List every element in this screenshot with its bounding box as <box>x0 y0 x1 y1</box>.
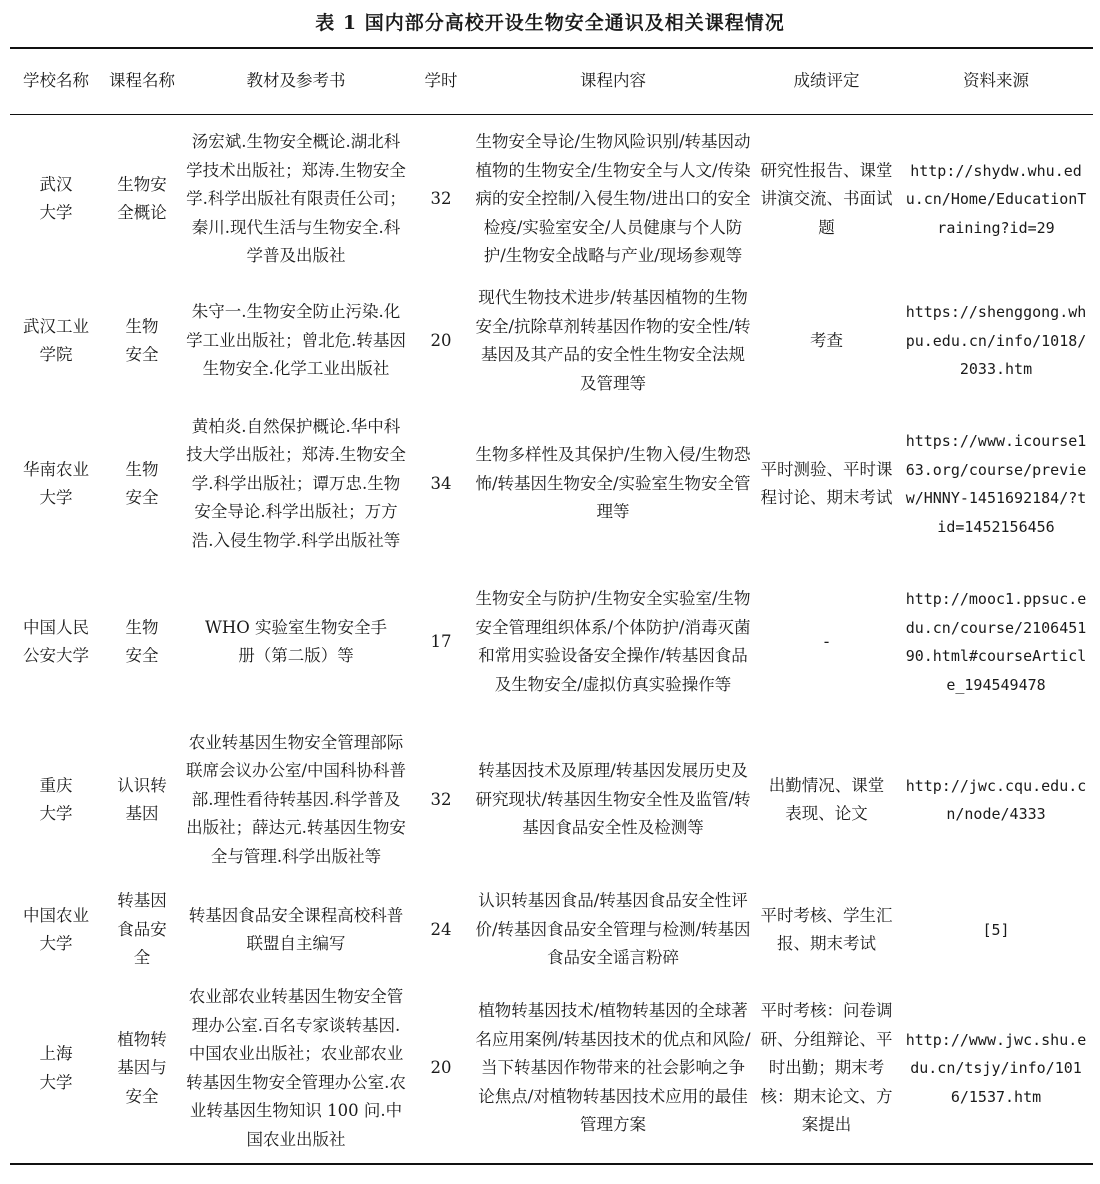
cell-grading: - <box>823 631 830 651</box>
course-table <box>10 47 1093 1165</box>
cell-school: 华南农业大学 <box>23 459 89 507</box>
table-row <box>10 114 1093 284</box>
cell-school: 武汉工业学院 <box>23 316 89 364</box>
cell-school: 上海大学 <box>39 1044 73 1092</box>
cell-books: 农业转基因生物安全管理部际联席会议办公室/中国科协科普部.理性看待转基因.科学普及出版社；薛达元.转基因生物安全与管理.科学出版社等 <box>185 732 407 866</box>
cell-source: http://www.jwc.shu.edu.cn/tsjy/info/1016/1537.htm <box>905 1030 1087 1106</box>
cell-hours: 32 <box>430 189 452 208</box>
header-hours: 学时 <box>424 71 458 91</box>
cell-books: 汤宏斌.生物安全概论.湖北科学技术出版社；郑涛.生物安全学.科学出版社有限责任公司；秦川.现代生活与生物安全.科学普及出版社 <box>186 132 406 265</box>
cell-source: http://jwc.cqu.edu.cn/node/4333 <box>905 776 1087 823</box>
cell-course: 转基因食品安全 <box>117 891 167 968</box>
cell-books: 黄柏炎.自然保护概论.华中科技大学出版社；郑涛.生物安全学.科学出版社；谭万忠.生物安全导论.科学出版社；万方浩.入侵生物学.科学出版社等 <box>186 416 406 550</box>
cell-school: 中国农业大学 <box>23 905 89 953</box>
table-row <box>10 886 1093 974</box>
cell-grading: 出勤情况、课堂表现、论文 <box>768 775 885 823</box>
header-course: 课程名称 <box>109 71 175 91</box>
header-grading: 成绩评定 <box>793 71 860 91</box>
table-row <box>10 714 1093 886</box>
cell-school: 中国人民公安大学 <box>23 617 89 665</box>
cell-content: 转基因技术及原理/转基因发展历史及研究现状/转基因生物安全性及监管/转基因食品安全性及检测等 <box>475 761 751 838</box>
table-row <box>10 974 1093 1164</box>
cell-source: http://mooc1.ppsuc.edu.cn/course/210645190.html#courseArticle_194549478 <box>905 590 1087 694</box>
cell-course: 生物安全 <box>125 617 159 665</box>
cell-course: 生物安全概论 <box>117 174 167 223</box>
cell-hours: 34 <box>430 473 452 493</box>
cell-source: [5] <box>982 920 1010 939</box>
cell-content: 生物多样性及其保护/生物入侵/生物恐怖/转基因生物安全/实验室生物安全管理等 <box>475 445 751 522</box>
cell-school: 重庆大学 <box>39 775 73 823</box>
cell-content: 认识转基因食品/转基因食品安全性评价/转基因食品安全管理与检测/转基因食品安全谣言粉碎 <box>475 891 751 968</box>
cell-content: 生物安全导论/生物风险识别/转基因动植物的生物安全/生物安全与人文/传染病的安全控制/入侵生物/进出口的安全检疫/实验室安全/人员健康与个人防护/生物安全战略与产业/现场参观等 <box>475 132 751 265</box>
cell-books: WHO 实验室生物安全手册（第二版）等 <box>204 617 388 665</box>
cell-course: 认识转基因 <box>117 775 167 823</box>
cell-hours: 20 <box>430 1058 452 1078</box>
table-caption: 表 1 国内部分高校开设生物安全通识及相关课程情况 <box>315 12 785 34</box>
cell-source: http://shydw.whu.edu.cn/Home/EducationTraining?id=29 <box>905 161 1087 237</box>
cell-source: https://shenggong.whpu.edu.cn/info/1018/2033.htm <box>905 303 1087 379</box>
cell-content: 生物安全与防护/生物安全实验室/生物安全管理组织体系/个体防护/消毒灭菌和常用实验设备安全操作/转基因食品及生物安全/虚拟仿真实验操作等 <box>475 589 751 694</box>
cell-books: 朱守一.生物安全防止污染.化学工业出版社；曾北危.转基因生物安全.化学工业出版社 <box>186 302 406 379</box>
cell-grading: 平时考核：问卷调研、分组辩论、平时出勤；期末考核：期末论文、方案提出 <box>760 1001 893 1135</box>
cell-grading: 平时考核、学生汇报、期末考试 <box>760 905 893 953</box>
cell-grading: 研究性报告、课堂讲演交流、书面试题 <box>760 160 893 237</box>
cell-books: 农业部农业转基因生物安全管理办公室.百名专家谈转基因.中国农业出版社；农业部农业转基因生物安全管理办公室.农业转基因生物知识 100 问.中国农业出版社 <box>186 987 406 1149</box>
header-school: 学校名称 <box>23 71 89 91</box>
cell-content: 植物转基因技术/植物转基因的全球著名应用案例/转基因技术的优点和风险/当下转基因作物带来的社会影响之争论焦点/对植物转基因技术应用的最佳管理方案 <box>475 1001 751 1135</box>
cell-books: 转基因食品安全课程高校科普联盟自主编写 <box>188 905 404 953</box>
cell-hours: 24 <box>430 919 452 939</box>
cell-grading: 平时测验、平时课程讨论、期末考试 <box>760 459 893 507</box>
table-row <box>10 570 1093 714</box>
cell-course: 植物转基因与安全 <box>117 1029 167 1106</box>
cell-school: 武汉大学 <box>39 174 73 223</box>
cell-hours: 17 <box>430 631 452 651</box>
table-row <box>10 398 1093 570</box>
cell-hours: 20 <box>430 330 452 350</box>
cell-hours: 32 <box>430 789 452 809</box>
cell-course: 生物安全 <box>125 459 159 507</box>
cell-content: 现代生物技术进步/转基因植物的生物安全/抗除草剂转基因作物的安全性/转基因及其产品的安全性生物安全法规及管理等 <box>475 288 751 393</box>
cell-source: https://www.icourse163.org/course/preview/HNNY-1451692184/?tid=1452156456 <box>905 432 1087 536</box>
header-row <box>10 48 1093 114</box>
header-books: 教材及参考书 <box>246 71 346 91</box>
header-content: 课程内容 <box>580 71 646 91</box>
table-row <box>10 284 1093 398</box>
header-source: 资料来源 <box>963 71 1029 91</box>
cell-course: 生物安全 <box>125 316 159 364</box>
cell-grading: 考查 <box>810 330 843 350</box>
